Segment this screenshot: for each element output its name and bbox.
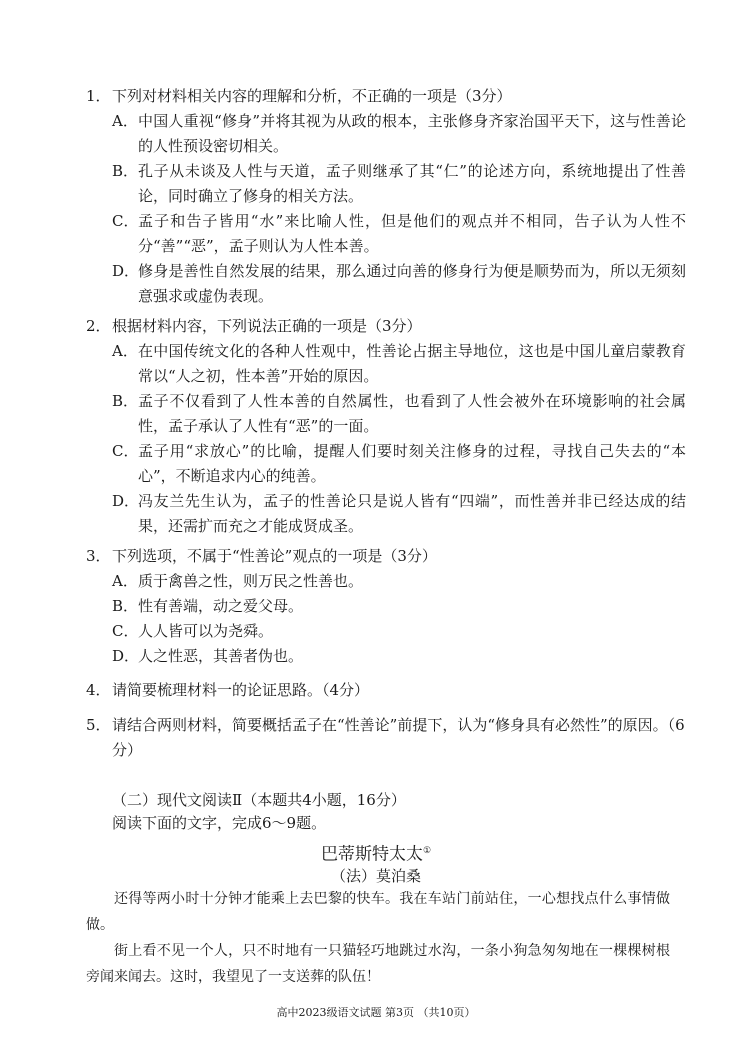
option-d — [112, 489, 686, 539]
option-letter: C． — [112, 442, 139, 460]
option-letter: B． — [112, 392, 139, 410]
option-text: 在中国传统文化的各种人性观中，性善论占据主导地位，这也是中国儿童启蒙教育常以“人之初，性本善”开始的原因。 — [138, 342, 686, 385]
question-number: 2． — [86, 317, 111, 335]
option-text: 孟子不仅看到了人性本善的自然属性，也看到了人性会被外在环境影响的社会属性，孟子承认了人性有“恶”的一面。 — [138, 392, 686, 435]
option-text: 人人皆可以为尧舜。 — [138, 622, 274, 640]
question-4 — [86, 678, 686, 703]
section-heading: （二）现代文阅读Ⅱ（本题共4小题，16分） — [112, 791, 406, 809]
option-b — [112, 389, 686, 439]
article-paragraph: 还得等两小时十分钟才能乘上去巴黎的快车。我在车站门前站住，一心想找点什么事情做做。 — [86, 891, 670, 933]
option-text: 冯友兰先生认为，孟子的性善论只是说人皆有“四端”，而性善并非已经达成的结果，还需扩而充之才能成贤成圣。 — [138, 492, 686, 535]
question-stem: 下列对材料相关内容的理解和分析，不正确的一项是（3分） — [112, 87, 512, 105]
option-text: 质于禽兽之性，则万民之性善也。 — [138, 572, 364, 590]
option-a — [112, 569, 686, 594]
option-text: 修身是善性自然发展的结果，那么通过向善的修身行为便是顺势而为，所以无须刻意强求或虚伪表现。 — [138, 262, 686, 305]
option-letter: A． — [112, 342, 138, 360]
option-a — [112, 109, 686, 159]
option-letter: A． — [112, 572, 138, 590]
option-text: 孟子用“求放心”的比喻，提醒人们要时刻关注修身的过程，寻找自己失去的“本心”，不断追求内心的纯善。 — [138, 442, 686, 485]
option-text: 人之性恶，其善者伪也。 — [138, 647, 304, 665]
option-b — [112, 594, 686, 619]
option-letter: C． — [112, 622, 139, 640]
option-letter: C． — [112, 212, 139, 230]
option-letter: D． — [112, 647, 140, 665]
section-instruction: 阅读下面的文字，完成6～9题。 — [112, 814, 327, 832]
option-text: 中国人重视“修身”并将其视为从政的根本，主张修身齐家治国平天下，这与性善论的人性预设密切相关。 — [138, 112, 686, 155]
option-letter: D． — [112, 492, 140, 510]
option-d — [112, 644, 686, 669]
question-number: 4． — [86, 681, 111, 699]
option-b — [112, 159, 686, 209]
question-number: 3． — [86, 547, 111, 565]
option-letter: B． — [112, 162, 139, 180]
option-text: 孟子和告子皆用“水”来比喻人性，但是他们的观点并不相同，告子认为人性不分“善”“恶”，孟子则认为人性本善。 — [138, 212, 686, 255]
question-1 — [86, 84, 686, 309]
question-stem: 根据材料内容，下列说法正确的一项是（3分） — [112, 317, 422, 335]
article-title-text: 巴蒂斯特太太 — [320, 844, 423, 865]
question-stem: 请结合两则材料，简要概括孟子在“性善论”前提下，认为“修身具有必然性”的原因。（6分） — [112, 716, 685, 759]
option-text: 性有善端，动之爱父母。 — [138, 597, 304, 615]
question-number: 1． — [86, 87, 111, 105]
question-3 — [86, 544, 686, 669]
option-letter: D． — [112, 262, 140, 280]
option-d — [112, 259, 686, 309]
question-5 — [86, 713, 686, 763]
option-c — [112, 209, 686, 259]
article-author: （法）莫泊桑 — [330, 867, 421, 885]
option-letter: A． — [112, 112, 138, 130]
question-2 — [86, 314, 686, 539]
option-letter: B． — [112, 597, 139, 615]
option-c — [112, 439, 686, 489]
option-a — [112, 339, 686, 389]
question-stem: 请简要梳理材料一的论证思路。（4分） — [112, 681, 370, 699]
question-stem: 下列选项，不属于“性善论”观点的一项是（3分） — [112, 547, 437, 565]
question-number: 5． — [86, 716, 111, 734]
option-text: 孔子从未谈及人性与天道，孟子则继承了其“仁”的论述方向，系统地提出了性善论，同时确立了修身的相关方法。 — [138, 162, 686, 205]
article-body — [86, 886, 670, 990]
option-c — [112, 619, 686, 644]
article-paragraph: 街上看不见一个人，只不时地有一只猫轻巧地跳过水沟，一条小狗急匆匆地在一棵棵树根旁闻来闻去。这时，我望见了一支送葬的队伍！ — [86, 943, 670, 985]
page-footer: 高中2023级语文试题 第3页 （共10页） — [276, 1006, 476, 1019]
footnote-mark: ① — [422, 846, 432, 856]
